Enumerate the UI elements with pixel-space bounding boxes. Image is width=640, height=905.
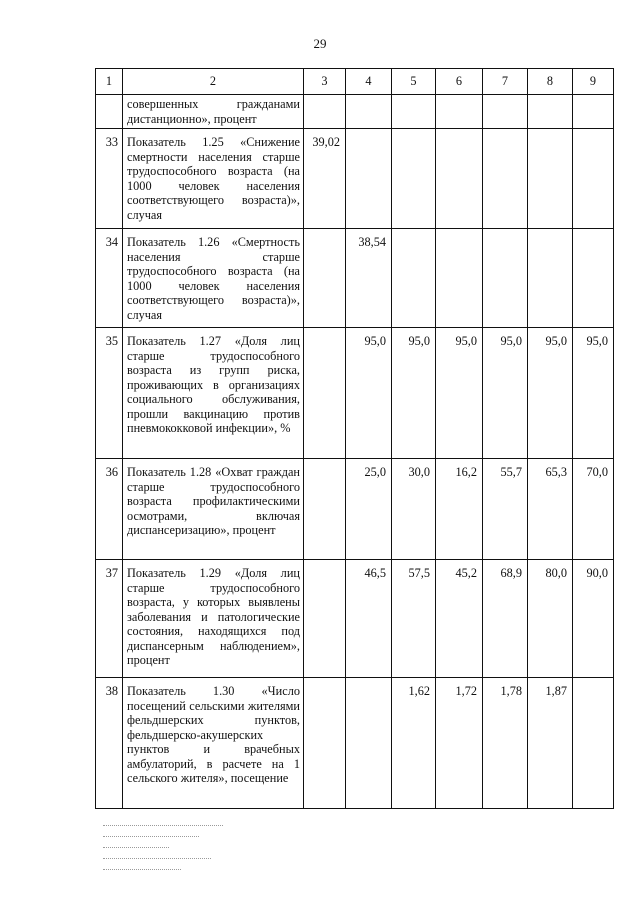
value-cell: 68,9 [483, 560, 528, 678]
value-cell [304, 328, 346, 459]
value-cell [392, 229, 436, 328]
row-number: 37 [96, 560, 123, 678]
table-row [96, 328, 614, 459]
value-cell [483, 95, 528, 129]
value-cell [346, 678, 392, 809]
table-row [96, 129, 614, 229]
value-cell [483, 129, 528, 229]
table-row [96, 459, 614, 560]
faded-stamp [103, 825, 223, 877]
column-header: 1 [96, 69, 123, 95]
value-cell: 95,0 [392, 328, 436, 459]
value-cell [528, 95, 573, 129]
row-number: 33 [96, 129, 123, 229]
value-cell [573, 95, 614, 129]
table-row [96, 560, 614, 678]
value-cell [573, 678, 614, 809]
value-cell: 95,0 [573, 328, 614, 459]
value-cell [346, 95, 392, 129]
value-cell: 45,2 [436, 560, 483, 678]
value-cell: 95,0 [346, 328, 392, 459]
value-cell: 57,5 [392, 560, 436, 678]
indicator-description: совершенных гражданами дистанционно», процент [123, 95, 304, 129]
value-cell: 95,0 [528, 328, 573, 459]
column-header: 6 [436, 69, 483, 95]
value-cell [304, 95, 346, 129]
indicators-table [95, 68, 614, 809]
value-cell: 1,78 [483, 678, 528, 809]
indicator-description: Показатель 1.28 «Охват граждан старше трудоспособного возраста профилактическими осмотрами, включая диспансеризацию», процент [123, 459, 304, 560]
value-cell [346, 129, 392, 229]
value-cell [573, 229, 614, 328]
value-cell [528, 229, 573, 328]
value-cell [392, 129, 436, 229]
value-cell: 39,02 [304, 129, 346, 229]
page-number: 29 [313, 36, 327, 51]
value-cell: 95,0 [436, 328, 483, 459]
column-header: 8 [528, 69, 573, 95]
value-cell: 65,3 [528, 459, 573, 560]
value-cell [436, 95, 483, 129]
column-header: 7 [483, 69, 528, 95]
value-cell: 38,54 [346, 229, 392, 328]
value-cell: 1,72 [436, 678, 483, 809]
value-cell [528, 129, 573, 229]
indicator-description: Показатель 1.26 «Смертность населения старше трудоспособного возраста (на 1000 человек населения соответствующего возраста)», случая [123, 229, 304, 328]
indicator-description: Показатель 1.27 «Доля лиц старше трудоспособного возраста из групп риска, проживающих в организациях социального обслуживания, прошли вакцинацию против пневмококковой инфекции», % [123, 328, 304, 459]
value-cell: 95,0 [483, 328, 528, 459]
value-cell: 1,62 [392, 678, 436, 809]
value-cell [573, 129, 614, 229]
value-cell [483, 229, 528, 328]
table-row [96, 678, 614, 809]
column-header: 9 [573, 69, 614, 95]
column-header: 4 [346, 69, 392, 95]
value-cell: 80,0 [528, 560, 573, 678]
table-header-row [96, 69, 614, 95]
column-header: 3 [304, 69, 346, 95]
value-cell [304, 229, 346, 328]
value-cell [304, 459, 346, 560]
row-number: 34 [96, 229, 123, 328]
indicator-description: Показатель 1.29 «Доля лиц старше трудоспособного возраста, у которых выявлены заболевания и патологические состояния, находящихся под диспансерным наблюдением», процент [123, 560, 304, 678]
column-header: 2 [123, 69, 304, 95]
column-header: 5 [392, 69, 436, 95]
value-cell: 1,87 [528, 678, 573, 809]
value-cell: 70,0 [573, 459, 614, 560]
row-number: 36 [96, 459, 123, 560]
indicator-description: Показатель 1.25 «Снижение смертности населения старше трудоспособного возраста (на 1000 человек населения соответствующего возраста)», случая [123, 129, 304, 229]
value-cell [304, 678, 346, 809]
row-number: 38 [96, 678, 123, 809]
value-cell [304, 560, 346, 678]
table-row [96, 229, 614, 328]
indicator-description: Показатель 1.30 «Число посещений сельскими жителями фельдшерских пунктов, фельдшерско-акушерских пунктов и врачебных амбулаторий, в расчете на 1 сельского жителя», посещение [123, 678, 304, 809]
value-cell [436, 129, 483, 229]
row-number: 35 [96, 328, 123, 459]
table-row [96, 95, 614, 129]
value-cell: 30,0 [392, 459, 436, 560]
value-cell [392, 95, 436, 129]
value-cell: 90,0 [573, 560, 614, 678]
value-cell: 25,0 [346, 459, 392, 560]
value-cell: 46,5 [346, 560, 392, 678]
value-cell: 55,7 [483, 459, 528, 560]
value-cell: 16,2 [436, 459, 483, 560]
value-cell [436, 229, 483, 328]
row-number [96, 95, 123, 129]
